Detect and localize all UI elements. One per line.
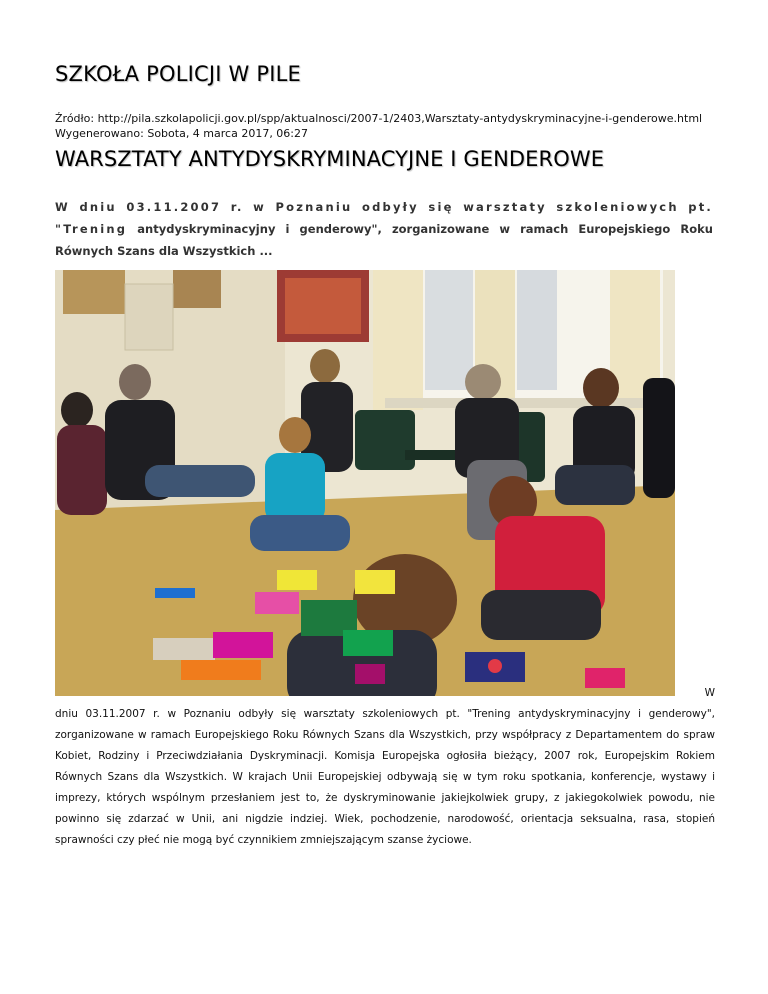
source-line: Źródło: http://pila.szkolapolicji.gov.pl/spp/aktualnosci/2007-1/2403,Warsztaty-antydyskryminacyjne-i-genderowe.html xyxy=(55,112,703,125)
generated-line: Wygenerowano: Sobota, 4 marca 2017, 06:27 xyxy=(55,127,309,140)
article-lead xyxy=(55,196,713,262)
article-body xyxy=(55,683,715,851)
site-title: SZKOŁA POLICJI W PILE xyxy=(55,62,301,86)
document-meta xyxy=(55,111,702,141)
body-text: dniu 03.11.2007 r. w Poznaniu odbyły się warsztaty szkoleniowych pt. "Trening antydyskryminacyjny i genderowy", zorganizowane w ramach Europejskiego Roku Równych Szans dla Wszystkich, przy współpracy z Departamentem do spraw Kobiet, Rodziny i Przeciwdziałania Dyskryminacji. Komisja Europejska ogłosiła bieżący, 2007 rok, Europejskim Rokiem Równych Szans dla Wszystkich. W krajach Unii Europejskiej odbywają się w tym roku spotkania, konferencje, wystawy i imprezy, których wspólnym przesłaniem jest to, że dyskryminowanie jakiejkolwiek grupy, z jakiegokolwiek powodu, nie powinno się zdarzać w Unii, ani nigdzie indziej. Wiek, pochodzenie, narodowość, orientacja seksualna, rasa, stopień sprawności czy płeć nie mogą być czynnikiem zmniejszającym szanse życiowe. xyxy=(55,708,715,846)
workshop-photo xyxy=(55,270,675,696)
lead-first-line: W dniu 03.11.2007 r. w Poznaniu odbyły się warsztaty szkoleniowych pt. "Trening xyxy=(55,200,713,236)
lead-rest: antydyskryminacyjny i genderowy", zorganizowane w ramach Europejskiego Roku Równych Szans dla Wszystkich ... xyxy=(55,222,713,258)
body-first-word: W xyxy=(704,687,715,699)
article-title: WARSZTATY ANTYDYSKRYMINACYJNE I GENDEROWE xyxy=(55,147,605,171)
